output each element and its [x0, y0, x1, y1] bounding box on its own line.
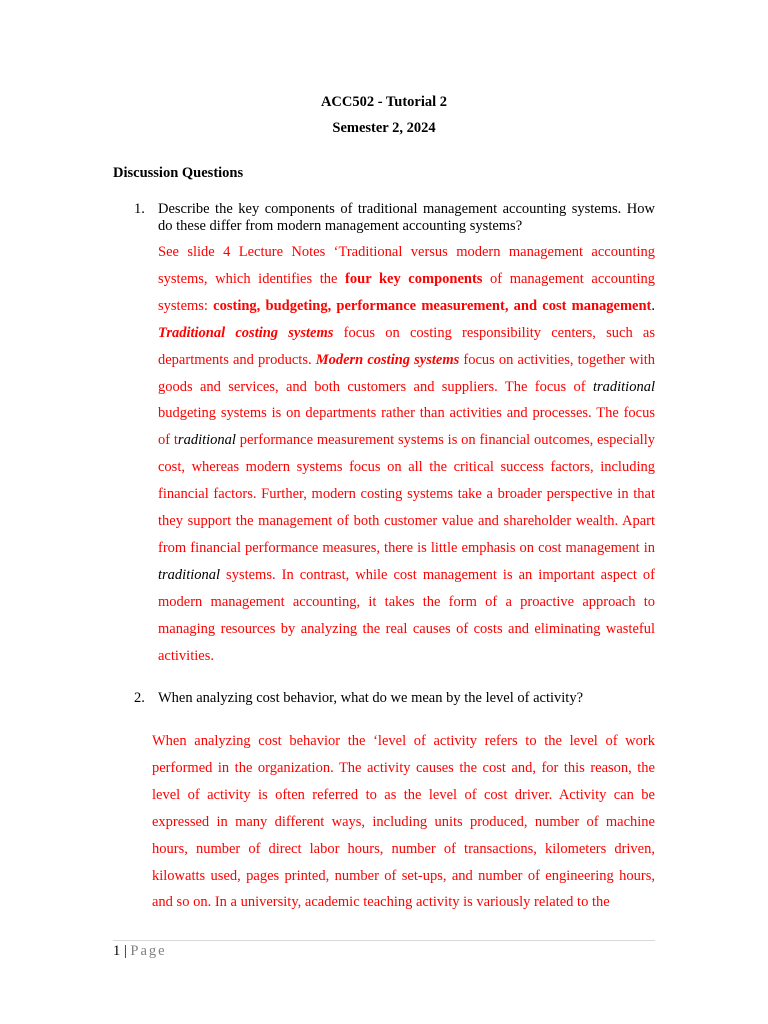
footer-divider — [113, 940, 655, 941]
answer-1-bold-italic: Modern costing systems — [315, 351, 460, 368]
page-number: 1 — [113, 943, 121, 959]
answer-1 — [158, 239, 655, 670]
answer-1-bold-italic: Traditional costing systems — [158, 324, 334, 341]
answer-1-italic: traditional — [158, 566, 221, 583]
question-1-text: Describe the key components of traditional management accounting systems. How do these differ from modern management accounting systems? — [158, 201, 655, 234]
page-separator: | — [120, 943, 131, 959]
document-subtitle: Semester 2, 2024 — [332, 120, 436, 136]
answer-1-italic: traditional — [592, 378, 655, 395]
answer-1-text: focus on costing responsibility centers, such as departments and products. — [158, 324, 655, 368]
answer-1-text: of management accounting systems: — [158, 270, 656, 314]
section-heading: Discussion Questions — [113, 165, 244, 181]
document-title: ACC502 - Tutorial 2 — [320, 94, 448, 110]
answer-1-text: focus on activities, together with goods and services, and both customers and suppliers. The focus of — [158, 351, 655, 395]
answer-1-bold: four key components — [345, 270, 483, 287]
answer-1-text: systems. In contrast, while cost management is an important aspect of modern management accounting, it takes the form of a proactive approach to managing resources by analyzing the real causes of costs and eliminating wasteful activities. — [158, 566, 655, 664]
answer-1-text: budgeting systems is on departments rather than activities and processes. The focus of t — [158, 405, 655, 449]
answer-2: When analyzing cost behavior the ‘level of activity refers to the level of work performed in the organization. The activity causes the cost and, for this reason, the level of activity is often referred to as the level of cost driver. Activity can be expressed in many different ways, including units produced, number of machine hours, number of direct labor hours, number of transactions, kilometers driven, kilowatts used, pages printed, number of set-ups, and number of engineering hours, and so on. In a university, academic teaching activity is variously related to the — [152, 733, 655, 911]
answer-1-bold: costing, budgeting, performance measurement, and cost management — [213, 297, 652, 314]
question-1-number: 1. — [134, 201, 145, 217]
answer-1-text: See slide 4 Lecture Notes ‘Traditional versus modern management accounting systems, which identifies the — [158, 244, 655, 287]
question-2-number: 2. — [134, 690, 145, 706]
question-2-text: When analyzing cost behavior, what do we mean by the level of activity? — [158, 690, 584, 706]
answer-1-text: . — [651, 297, 655, 314]
answer-1-text: performance measurement systems is on financial outcomes, especially cost, whereas modern systems focus on all the critical success factors, including financial factors. Further, modern costing systems take a broader perspective in that they support the management of both customer value and shareholder wealth. Apart from financial performance measures, there is little emphasis on cost management in — [158, 432, 655, 556]
page-label: Page — [130, 943, 167, 959]
answer-1-italic: raditional — [177, 432, 236, 449]
page-footer — [113, 943, 167, 960]
